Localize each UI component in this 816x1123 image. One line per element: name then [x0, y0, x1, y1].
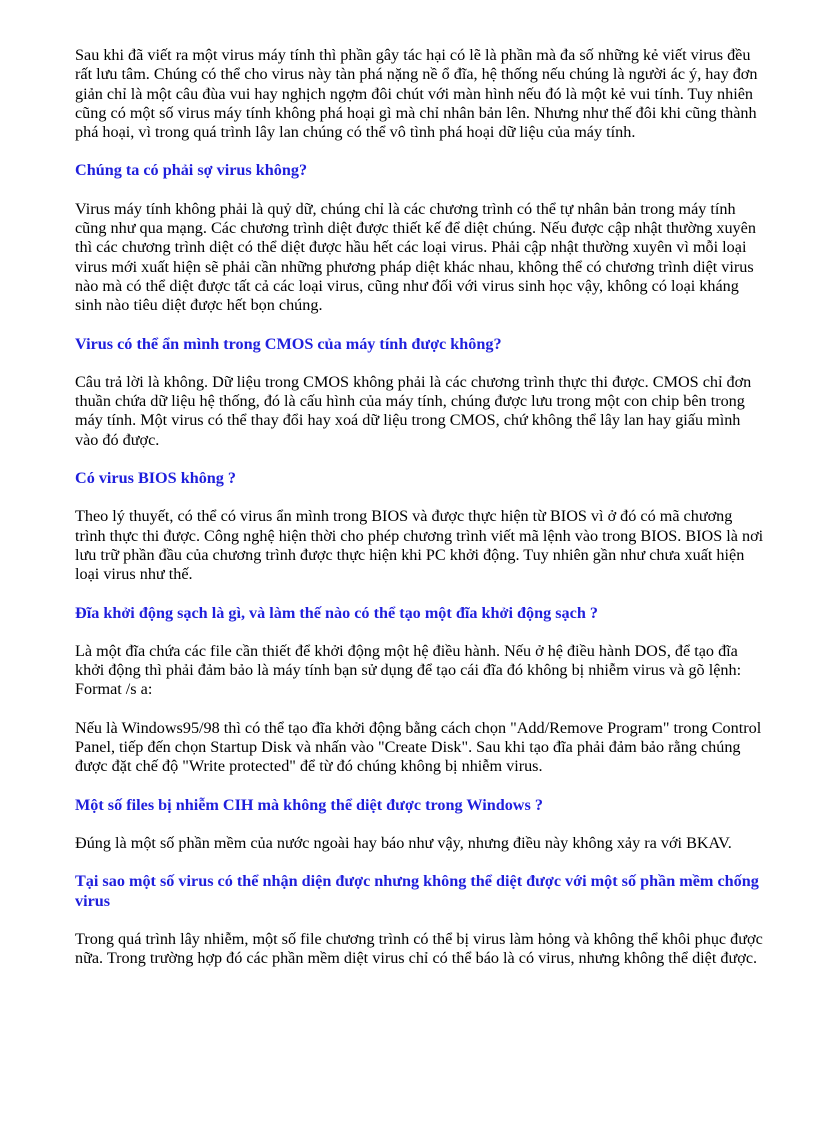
heading-cmos-virus: Virus có thể ẩn mình trong CMOS của máy tính được không? [75, 334, 502, 353]
paragraph-bios-virus: Theo lý thuyết, có thể có virus ẩn mình trong BIOS và được thực hiện từ BIOS vì ở đó có mã chương trình thực thi được. Công nghệ hiện thời cho phép chương trình viết mã lệnh vào trong BIOS. BIOS là nơi lưu trữ phần đầu của chương trình được thực hiện khi PC khởi động. Tuy nhiên gần như chưa xuất hiện loại virus như thế. [75, 507, 764, 584]
paragraph-clean-boot-windows: Nếu là Windows95/98 thì có thể tạo đĩa khởi động bằng cách chọn "Add/Remove Program" trong Control Panel, tiếp đến chọn Startup Disk và nhấn vào "Create Disk". Sau khi tạo đĩa phải đảm bảo rằng chúng được đặt chế độ "Write protected" để từ đó chúng không bị nhiễm virus. [75, 718, 762, 776]
heading-bios-virus: Có virus BIOS không ? [75, 469, 237, 488]
heading-clean-boot-disk: Đĩa khởi động sạch là gì, và làm thế nào có thể tạo một đĩa khởi động sạch ? [75, 603, 598, 622]
paragraph-detect-not-remove: Trong quá trình lây nhiễm, một số file chương trình có thể bị virus làm hỏng và không thể khôi phục được nữa. Trong trường hợp đó các phần mềm diệt virus chỉ có thể báo là có virus, nhưng không thể diệt được. [75, 929, 763, 968]
paragraph-fear-virus: Virus máy tính không phải là quỷ dữ, chúng chỉ là các chương trình có thể tự nhân bản trong máy tính cũng như qua mạng. Các chương trình diệt được thiết kế để diệt chúng. Nếu được cập nhật thường xuyên thì các chương trình diệt có thể diệt được hầu hết các loại virus. Phải cập nhật thường xuyên vì mỗi loại virus mới xuất hiện sẽ phải cần những phương pháp diệt khác nhau, không thể có chương trình diệt virus nào mà có thể diệt được tất cả các loại virus, cũng như đối với virus sinh học vậy, không có loại kháng sinh nào tiêu diệt được hết bọn chúng. [75, 199, 756, 315]
document-page [75, 46, 765, 987]
paragraph-clean-boot-dos: Là một đĩa chứa các file cần thiết để khởi động một hệ điều hành. Nếu ở hệ điều hành DOS, để tạo đĩa khởi động thì phải đảm bảo là máy tính bạn sử dụng để tạo cái đĩa đó không bị nhiễm virus và gõ lệnh: Format /s a: [75, 641, 742, 699]
paragraph-intro: Sau khi đã viết ra một virus máy tính thì phần gây tác hại có lẽ là phần mà đa số những kẻ viết virus đều rất lưu tâm. Chúng có thể cho virus này tàn phá nặng nề ổ đĩa, hệ thống nếu chúng là người ác ý, hay đơn giản chỉ là một câu đùa vui hay nghịch ngợm đôi chút với màn hình nếu đó là một kẻ vui tính. Tuy nhiên cũng có một số virus máy tính không phá hoại gì mà chỉ nhân bản lên. Nhưng như thế đôi khi cũng thành phá hoại, vì trong quá trình lây lan chúng có thể vô tình phá hoại dữ liệu của máy tính. [75, 46, 758, 142]
heading-detect-not-remove: Tại sao một số virus có thể nhận diện được nhưng không thể diệt được với một số phần mềm chống virus [75, 872, 759, 910]
heading-fear-virus: Chúng ta có phải sợ virus không? [75, 161, 308, 180]
heading-cih-files: Một số files bị nhiễm CIH mà không thể diệt được trong Windows ? [75, 795, 543, 814]
paragraph-cih-files: Đúng là một số phần mềm của nước ngoài hay báo như vậy, nhưng điều này không xảy ra với BKAV. [75, 833, 732, 852]
paragraph-cmos-virus: Câu trả lời là không. Dữ liệu trong CMOS không phải là các chương trình thực thi được. CMOS chỉ đơn thuần chứa dữ liệu hệ thống, đó là cấu hình của máy tính, chúng được lưu trong một con chip bên trong máy tính. Một virus có thể thay đổi hay xoá dữ liệu trong CMOS, chứ không thể lây lan hay giấu mình vào đó được. [75, 372, 752, 449]
